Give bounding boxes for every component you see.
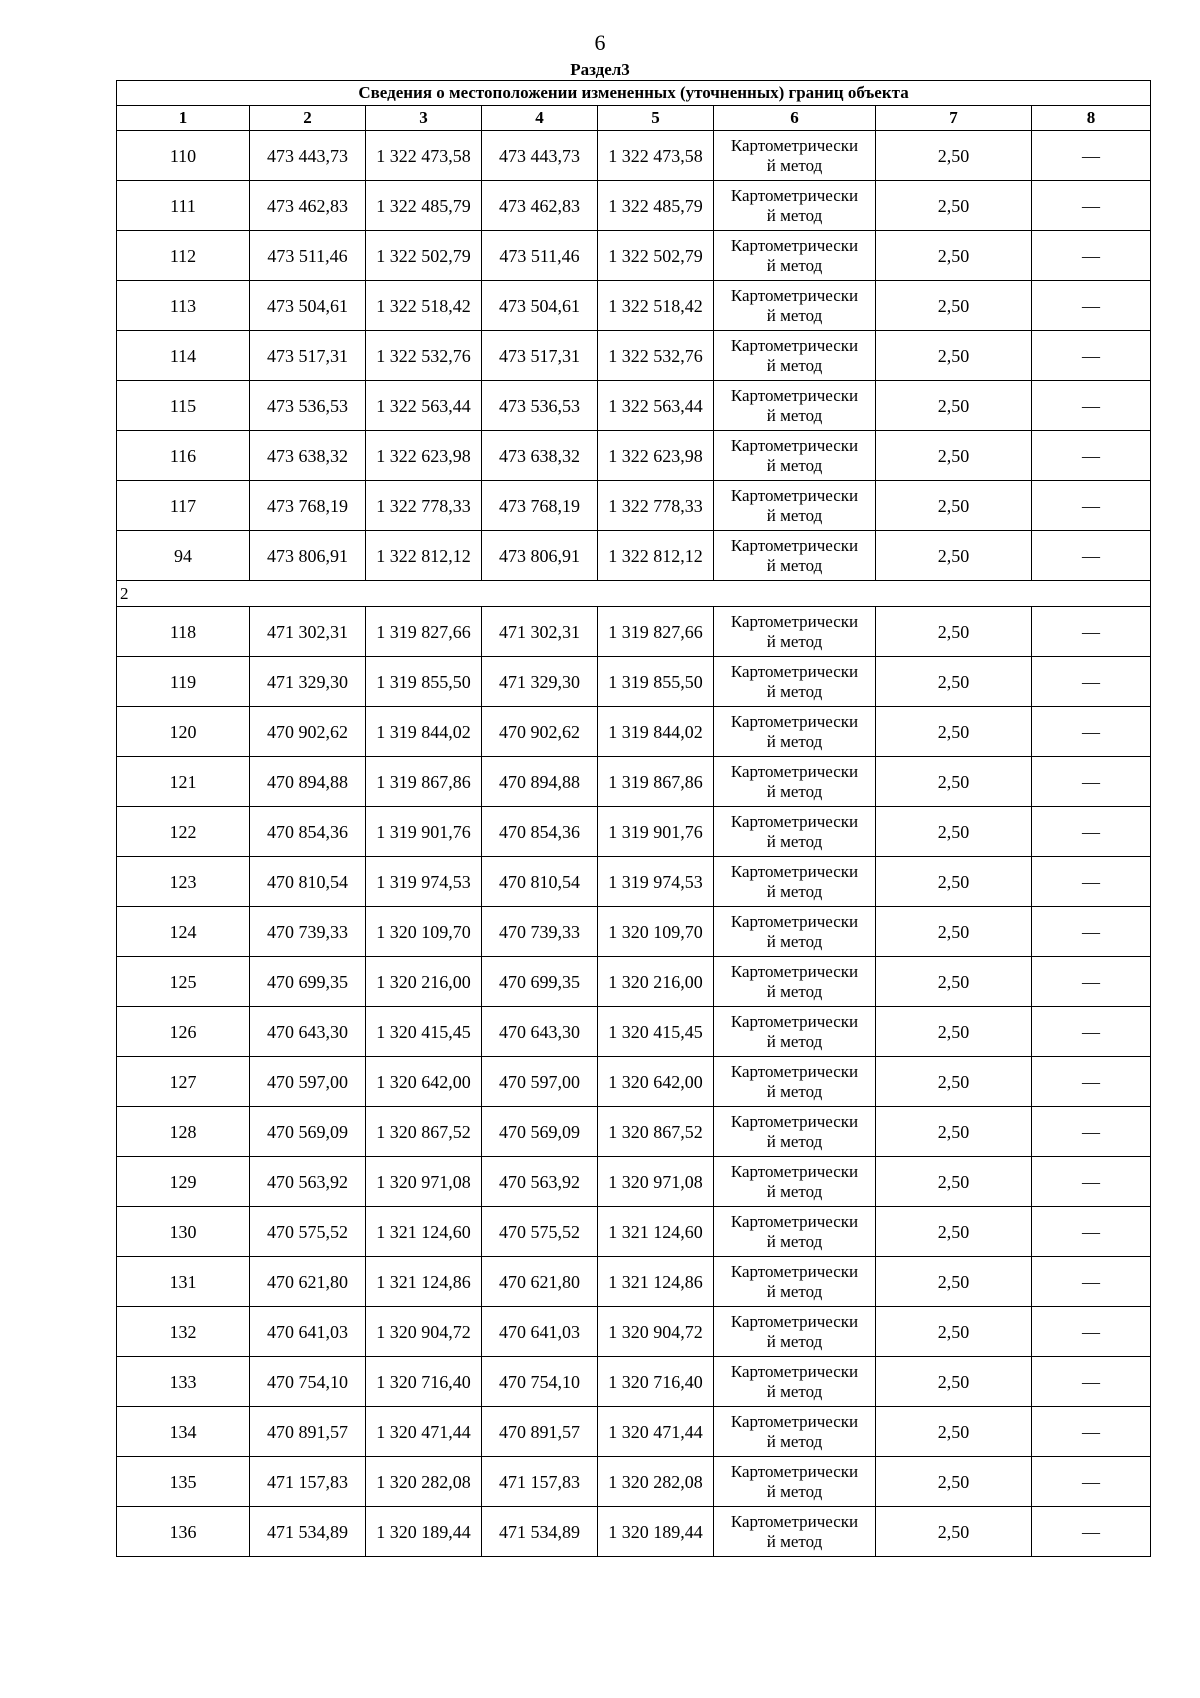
point-number-cell: 110 bbox=[117, 131, 250, 181]
y-existing-cell: 1 320 642,00 bbox=[366, 1057, 482, 1107]
table-row bbox=[117, 1207, 1151, 1257]
accuracy-cell: 2,50 bbox=[876, 1057, 1032, 1107]
y-updated-cell: 1 319 855,50 bbox=[598, 657, 714, 707]
table-row bbox=[117, 1507, 1151, 1557]
contour-group-row bbox=[117, 581, 1151, 607]
y-existing-cell: 1 320 415,45 bbox=[366, 1007, 482, 1057]
x-existing-cell: 470 643,30 bbox=[250, 1007, 366, 1057]
y-updated-cell: 1 319 827,66 bbox=[598, 607, 714, 657]
x-existing-cell: 473 504,61 bbox=[250, 281, 366, 331]
point-number-cell: 94 bbox=[117, 531, 250, 581]
table-row bbox=[117, 1407, 1151, 1457]
description-cell: — bbox=[1032, 957, 1151, 1007]
accuracy-cell: 2,50 bbox=[876, 1257, 1032, 1307]
column-number: 2 bbox=[250, 106, 366, 131]
x-existing-cell: 470 621,80 bbox=[250, 1257, 366, 1307]
point-number-cell: 123 bbox=[117, 857, 250, 907]
description-cell: — bbox=[1032, 331, 1151, 381]
x-existing-cell: 473 806,91 bbox=[250, 531, 366, 581]
y-updated-cell: 1 319 974,53 bbox=[598, 857, 714, 907]
x-existing-cell: 473 517,31 bbox=[250, 331, 366, 381]
table-row bbox=[117, 1057, 1151, 1107]
method-cell: Картометрически й метод bbox=[714, 1507, 876, 1557]
table-row bbox=[117, 231, 1151, 281]
point-number-cell: 130 bbox=[117, 1207, 250, 1257]
x-existing-cell: 473 443,73 bbox=[250, 131, 366, 181]
y-updated-cell: 1 322 623,98 bbox=[598, 431, 714, 481]
table-row bbox=[117, 331, 1151, 381]
description-cell: — bbox=[1032, 381, 1151, 431]
description-cell: — bbox=[1032, 807, 1151, 857]
description-cell: — bbox=[1032, 231, 1151, 281]
y-updated-cell: 1 320 971,08 bbox=[598, 1157, 714, 1207]
y-updated-cell: 1 322 812,12 bbox=[598, 531, 714, 581]
x-existing-cell: 470 902,62 bbox=[250, 707, 366, 757]
x-updated-cell: 471 534,89 bbox=[482, 1507, 598, 1557]
y-existing-cell: 1 322 502,79 bbox=[366, 231, 482, 281]
point-number-cell: 134 bbox=[117, 1407, 250, 1457]
accuracy-cell: 2,50 bbox=[876, 707, 1032, 757]
x-updated-cell: 470 891,57 bbox=[482, 1407, 598, 1457]
point-number-cell: 135 bbox=[117, 1457, 250, 1507]
description-cell: — bbox=[1032, 1007, 1151, 1057]
x-existing-cell: 473 536,53 bbox=[250, 381, 366, 431]
method-cell: Картометрически й метод bbox=[714, 1107, 876, 1157]
y-updated-cell: 1 319 844,02 bbox=[598, 707, 714, 757]
column-number: 5 bbox=[598, 106, 714, 131]
accuracy-cell: 2,50 bbox=[876, 331, 1032, 381]
y-updated-cell: 1 322 485,79 bbox=[598, 181, 714, 231]
accuracy-cell: 2,50 bbox=[876, 657, 1032, 707]
accuracy-cell: 2,50 bbox=[876, 607, 1032, 657]
method-cell: Картометрически й метод bbox=[714, 807, 876, 857]
method-cell: Картометрически й метод bbox=[714, 1357, 876, 1407]
y-updated-cell: 1 319 901,76 bbox=[598, 807, 714, 857]
method-cell: Картометрически й метод bbox=[714, 331, 876, 381]
x-existing-cell: 471 329,30 bbox=[250, 657, 366, 707]
point-number-cell: 127 bbox=[117, 1057, 250, 1107]
x-updated-cell: 473 462,83 bbox=[482, 181, 598, 231]
method-cell: Картометрически й метод bbox=[714, 1407, 876, 1457]
accuracy-cell: 2,50 bbox=[876, 131, 1032, 181]
method-cell: Картометрически й метод bbox=[714, 531, 876, 581]
y-updated-cell: 1 320 867,52 bbox=[598, 1107, 714, 1157]
point-number-cell: 117 bbox=[117, 481, 250, 531]
x-existing-cell: 470 563,92 bbox=[250, 1157, 366, 1207]
method-cell: Картометрически й метод bbox=[714, 131, 876, 181]
table-row bbox=[117, 907, 1151, 957]
description-cell: — bbox=[1032, 1307, 1151, 1357]
accuracy-cell: 2,50 bbox=[876, 531, 1032, 581]
point-number-cell: 136 bbox=[117, 1507, 250, 1557]
method-cell: Картометрически й метод bbox=[714, 1007, 876, 1057]
x-existing-cell: 470 597,00 bbox=[250, 1057, 366, 1107]
method-cell: Картометрически й метод bbox=[714, 657, 876, 707]
y-updated-cell: 1 320 716,40 bbox=[598, 1357, 714, 1407]
method-cell: Картометрически й метод bbox=[714, 231, 876, 281]
accuracy-cell: 2,50 bbox=[876, 431, 1032, 481]
accuracy-cell: 2,50 bbox=[876, 1007, 1032, 1057]
point-number-cell: 120 bbox=[117, 707, 250, 757]
column-number: 1 bbox=[117, 106, 250, 131]
y-existing-cell: 1 322 812,12 bbox=[366, 531, 482, 581]
method-cell: Картометрически й метод bbox=[714, 281, 876, 331]
y-updated-cell: 1 320 471,44 bbox=[598, 1407, 714, 1457]
y-existing-cell: 1 320 109,70 bbox=[366, 907, 482, 957]
x-existing-cell: 470 641,03 bbox=[250, 1307, 366, 1357]
x-updated-cell: 473 536,53 bbox=[482, 381, 598, 431]
point-number-cell: 125 bbox=[117, 957, 250, 1007]
point-number-cell: 111 bbox=[117, 181, 250, 231]
description-cell: — bbox=[1032, 181, 1151, 231]
y-existing-cell: 1 320 867,52 bbox=[366, 1107, 482, 1157]
description-cell: — bbox=[1032, 707, 1151, 757]
description-cell: — bbox=[1032, 1157, 1151, 1207]
method-cell: Картометрически й метод bbox=[714, 707, 876, 757]
table-row bbox=[117, 657, 1151, 707]
accuracy-cell: 2,50 bbox=[876, 1107, 1032, 1157]
y-updated-cell: 1 320 282,08 bbox=[598, 1457, 714, 1507]
description-cell: — bbox=[1032, 481, 1151, 531]
description-cell: — bbox=[1032, 1257, 1151, 1307]
table-body bbox=[117, 131, 1151, 1557]
accuracy-cell: 2,50 bbox=[876, 1357, 1032, 1407]
x-existing-cell: 471 157,83 bbox=[250, 1457, 366, 1507]
y-existing-cell: 1 319 855,50 bbox=[366, 657, 482, 707]
method-cell: Картометрически й метод bbox=[714, 857, 876, 907]
y-updated-cell: 1 322 473,58 bbox=[598, 131, 714, 181]
method-cell: Картометрически й метод bbox=[714, 1257, 876, 1307]
table-row bbox=[117, 707, 1151, 757]
accuracy-cell: 2,50 bbox=[876, 381, 1032, 431]
y-updated-cell: 1 320 904,72 bbox=[598, 1307, 714, 1357]
accuracy-cell: 2,50 bbox=[876, 181, 1032, 231]
column-number: 7 bbox=[876, 106, 1032, 131]
x-updated-cell: 471 329,30 bbox=[482, 657, 598, 707]
x-updated-cell: 470 699,35 bbox=[482, 957, 598, 1007]
accuracy-cell: 2,50 bbox=[876, 807, 1032, 857]
x-updated-cell: 471 302,31 bbox=[482, 607, 598, 657]
x-updated-cell: 473 443,73 bbox=[482, 131, 598, 181]
table-row bbox=[117, 1357, 1151, 1407]
description-cell: — bbox=[1032, 907, 1151, 957]
x-existing-cell: 470 891,57 bbox=[250, 1407, 366, 1457]
table-row bbox=[117, 807, 1151, 857]
description-cell: — bbox=[1032, 1357, 1151, 1407]
y-existing-cell: 1 322 518,42 bbox=[366, 281, 482, 331]
x-existing-cell: 473 462,83 bbox=[250, 181, 366, 231]
point-number-cell: 115 bbox=[117, 381, 250, 431]
y-updated-cell: 1 320 216,00 bbox=[598, 957, 714, 1007]
y-updated-cell: 1 320 109,70 bbox=[598, 907, 714, 957]
x-updated-cell: 473 768,19 bbox=[482, 481, 598, 531]
method-cell: Картометрически й метод bbox=[714, 1207, 876, 1257]
y-existing-cell: 1 322 778,33 bbox=[366, 481, 482, 531]
x-existing-cell: 470 699,35 bbox=[250, 957, 366, 1007]
method-cell: Картометрически й метод bbox=[714, 757, 876, 807]
table-row bbox=[117, 131, 1151, 181]
x-updated-cell: 470 854,36 bbox=[482, 807, 598, 857]
accuracy-cell: 2,50 bbox=[876, 1407, 1032, 1457]
x-updated-cell: 470 597,00 bbox=[482, 1057, 598, 1107]
method-cell: Картометрически й метод bbox=[714, 1057, 876, 1107]
y-existing-cell: 1 319 844,02 bbox=[366, 707, 482, 757]
y-existing-cell: 1 320 716,40 bbox=[366, 1357, 482, 1407]
x-updated-cell: 473 638,32 bbox=[482, 431, 598, 481]
y-updated-cell: 1 320 642,00 bbox=[598, 1057, 714, 1107]
point-number-cell: 116 bbox=[117, 431, 250, 481]
y-updated-cell: 1 322 518,42 bbox=[598, 281, 714, 331]
table-row bbox=[117, 1157, 1151, 1207]
y-existing-cell: 1 319 827,66 bbox=[366, 607, 482, 657]
x-updated-cell: 470 641,03 bbox=[482, 1307, 598, 1357]
table-row bbox=[117, 1307, 1151, 1357]
x-existing-cell: 470 569,09 bbox=[250, 1107, 366, 1157]
y-existing-cell: 1 320 189,44 bbox=[366, 1507, 482, 1557]
description-cell: — bbox=[1032, 131, 1151, 181]
x-updated-cell: 470 569,09 bbox=[482, 1107, 598, 1157]
y-existing-cell: 1 320 471,44 bbox=[366, 1407, 482, 1457]
accuracy-cell: 2,50 bbox=[876, 1207, 1032, 1257]
column-number-row bbox=[117, 106, 1151, 131]
y-updated-cell: 1 322 778,33 bbox=[598, 481, 714, 531]
table-row bbox=[117, 1107, 1151, 1157]
x-existing-cell: 471 302,31 bbox=[250, 607, 366, 657]
table-row bbox=[117, 957, 1151, 1007]
description-cell: — bbox=[1032, 607, 1151, 657]
y-updated-cell: 1 320 415,45 bbox=[598, 1007, 714, 1057]
y-existing-cell: 1 321 124,60 bbox=[366, 1207, 482, 1257]
point-number-cell: 132 bbox=[117, 1307, 250, 1357]
x-existing-cell: 470 575,52 bbox=[250, 1207, 366, 1257]
y-existing-cell: 1 320 904,72 bbox=[366, 1307, 482, 1357]
description-cell: — bbox=[1032, 531, 1151, 581]
method-cell: Картометрически й метод bbox=[714, 907, 876, 957]
point-number-cell: 114 bbox=[117, 331, 250, 381]
x-updated-cell: 473 504,61 bbox=[482, 281, 598, 331]
x-updated-cell: 470 739,33 bbox=[482, 907, 598, 957]
y-existing-cell: 1 320 216,00 bbox=[366, 957, 482, 1007]
y-existing-cell: 1 322 473,58 bbox=[366, 131, 482, 181]
point-number-cell: 122 bbox=[117, 807, 250, 857]
x-updated-cell: 473 517,31 bbox=[482, 331, 598, 381]
table-row bbox=[117, 431, 1151, 481]
point-number-cell: 129 bbox=[117, 1157, 250, 1207]
y-existing-cell: 1 322 485,79 bbox=[366, 181, 482, 231]
section-title: Раздел3 bbox=[570, 60, 630, 79]
y-existing-cell: 1 319 974,53 bbox=[366, 857, 482, 907]
accuracy-cell: 2,50 bbox=[876, 1507, 1032, 1557]
boundary-coordinates-table bbox=[116, 80, 1151, 1557]
y-existing-cell: 1 322 563,44 bbox=[366, 381, 482, 431]
x-existing-cell: 473 511,46 bbox=[250, 231, 366, 281]
method-cell: Картометрически й метод bbox=[714, 481, 876, 531]
x-existing-cell: 471 534,89 bbox=[250, 1507, 366, 1557]
y-updated-cell: 1 321 124,60 bbox=[598, 1207, 714, 1257]
accuracy-cell: 2,50 bbox=[876, 907, 1032, 957]
x-existing-cell: 470 739,33 bbox=[250, 907, 366, 957]
column-number: 6 bbox=[714, 106, 876, 131]
point-number-cell: 128 bbox=[117, 1107, 250, 1157]
table-row bbox=[117, 607, 1151, 657]
table-caption-row bbox=[117, 81, 1151, 106]
y-existing-cell: 1 322 623,98 bbox=[366, 431, 482, 481]
column-number: 3 bbox=[366, 106, 482, 131]
x-updated-cell: 470 810,54 bbox=[482, 857, 598, 907]
description-cell: — bbox=[1032, 1507, 1151, 1557]
point-number-cell: 118 bbox=[117, 607, 250, 657]
accuracy-cell: 2,50 bbox=[876, 757, 1032, 807]
y-existing-cell: 1 320 971,08 bbox=[366, 1157, 482, 1207]
x-updated-cell: 470 563,92 bbox=[482, 1157, 598, 1207]
y-existing-cell: 1 319 867,86 bbox=[366, 757, 482, 807]
description-cell: — bbox=[1032, 1407, 1151, 1457]
accuracy-cell: 2,50 bbox=[876, 1157, 1032, 1207]
column-number: 4 bbox=[482, 106, 598, 131]
method-cell: Картометрически й метод bbox=[714, 431, 876, 481]
description-cell: — bbox=[1032, 1207, 1151, 1257]
x-existing-cell: 473 768,19 bbox=[250, 481, 366, 531]
table-row bbox=[117, 757, 1151, 807]
y-updated-cell: 1 322 502,79 bbox=[598, 231, 714, 281]
description-cell: — bbox=[1032, 431, 1151, 481]
table-row bbox=[117, 1007, 1151, 1057]
accuracy-cell: 2,50 bbox=[876, 957, 1032, 1007]
y-updated-cell: 1 319 867,86 bbox=[598, 757, 714, 807]
page-number: 6 bbox=[594, 30, 606, 55]
point-number-cell: 112 bbox=[117, 231, 250, 281]
accuracy-cell: 2,50 bbox=[876, 1457, 1032, 1507]
y-existing-cell: 1 320 282,08 bbox=[366, 1457, 482, 1507]
y-updated-cell: 1 321 124,86 bbox=[598, 1257, 714, 1307]
point-number-cell: 126 bbox=[117, 1007, 250, 1057]
accuracy-cell: 2,50 bbox=[876, 1307, 1032, 1357]
x-existing-cell: 470 854,36 bbox=[250, 807, 366, 857]
x-updated-cell: 470 754,10 bbox=[482, 1357, 598, 1407]
table-row bbox=[117, 857, 1151, 907]
accuracy-cell: 2,50 bbox=[876, 481, 1032, 531]
accuracy-cell: 2,50 bbox=[876, 231, 1032, 281]
description-cell: — bbox=[1032, 1107, 1151, 1157]
accuracy-cell: 2,50 bbox=[876, 857, 1032, 907]
x-existing-cell: 470 894,88 bbox=[250, 757, 366, 807]
x-updated-cell: 470 902,62 bbox=[482, 707, 598, 757]
method-cell: Картометрически й метод bbox=[714, 607, 876, 657]
accuracy-cell: 2,50 bbox=[876, 281, 1032, 331]
x-updated-cell: 470 894,88 bbox=[482, 757, 598, 807]
y-existing-cell: 1 319 901,76 bbox=[366, 807, 482, 857]
x-existing-cell: 470 754,10 bbox=[250, 1357, 366, 1407]
description-cell: — bbox=[1032, 757, 1151, 807]
y-updated-cell: 1 320 189,44 bbox=[598, 1507, 714, 1557]
x-updated-cell: 473 511,46 bbox=[482, 231, 598, 281]
method-cell: Картометрически й метод bbox=[714, 381, 876, 431]
y-updated-cell: 1 322 532,76 bbox=[598, 331, 714, 381]
point-number-cell: 124 bbox=[117, 907, 250, 957]
method-cell: Картометрически й метод bbox=[714, 181, 876, 231]
description-cell: — bbox=[1032, 857, 1151, 907]
y-existing-cell: 1 321 124,86 bbox=[366, 1257, 482, 1307]
point-number-cell: 133 bbox=[117, 1357, 250, 1407]
method-cell: Картометрически й метод bbox=[714, 1307, 876, 1357]
point-number-cell: 113 bbox=[117, 281, 250, 331]
table-row bbox=[117, 281, 1151, 331]
table-caption: Сведения о местоположении измененных (уточненных) границ объекта bbox=[117, 81, 1151, 106]
table-row bbox=[117, 1457, 1151, 1507]
table-row bbox=[117, 481, 1151, 531]
x-updated-cell: 470 643,30 bbox=[482, 1007, 598, 1057]
x-updated-cell: 470 621,80 bbox=[482, 1257, 598, 1307]
contour-group-label: 2 bbox=[117, 581, 1151, 607]
table-row bbox=[117, 1257, 1151, 1307]
y-updated-cell: 1 322 563,44 bbox=[598, 381, 714, 431]
x-updated-cell: 470 575,52 bbox=[482, 1207, 598, 1257]
x-updated-cell: 473 806,91 bbox=[482, 531, 598, 581]
table-row bbox=[117, 531, 1151, 581]
method-cell: Картометрически й метод bbox=[714, 957, 876, 1007]
point-number-cell: 119 bbox=[117, 657, 250, 707]
y-existing-cell: 1 322 532,76 bbox=[366, 331, 482, 381]
method-cell: Картометрически й метод bbox=[714, 1157, 876, 1207]
description-cell: — bbox=[1032, 657, 1151, 707]
table-row bbox=[117, 381, 1151, 431]
description-cell: — bbox=[1032, 281, 1151, 331]
method-cell: Картометрически й метод bbox=[714, 1457, 876, 1507]
x-existing-cell: 470 810,54 bbox=[250, 857, 366, 907]
x-updated-cell: 471 157,83 bbox=[482, 1457, 598, 1507]
description-cell: — bbox=[1032, 1457, 1151, 1507]
table-row bbox=[117, 181, 1151, 231]
column-number: 8 bbox=[1032, 106, 1151, 131]
point-number-cell: 121 bbox=[117, 757, 250, 807]
point-number-cell: 131 bbox=[117, 1257, 250, 1307]
description-cell: — bbox=[1032, 1057, 1151, 1107]
x-existing-cell: 473 638,32 bbox=[250, 431, 366, 481]
